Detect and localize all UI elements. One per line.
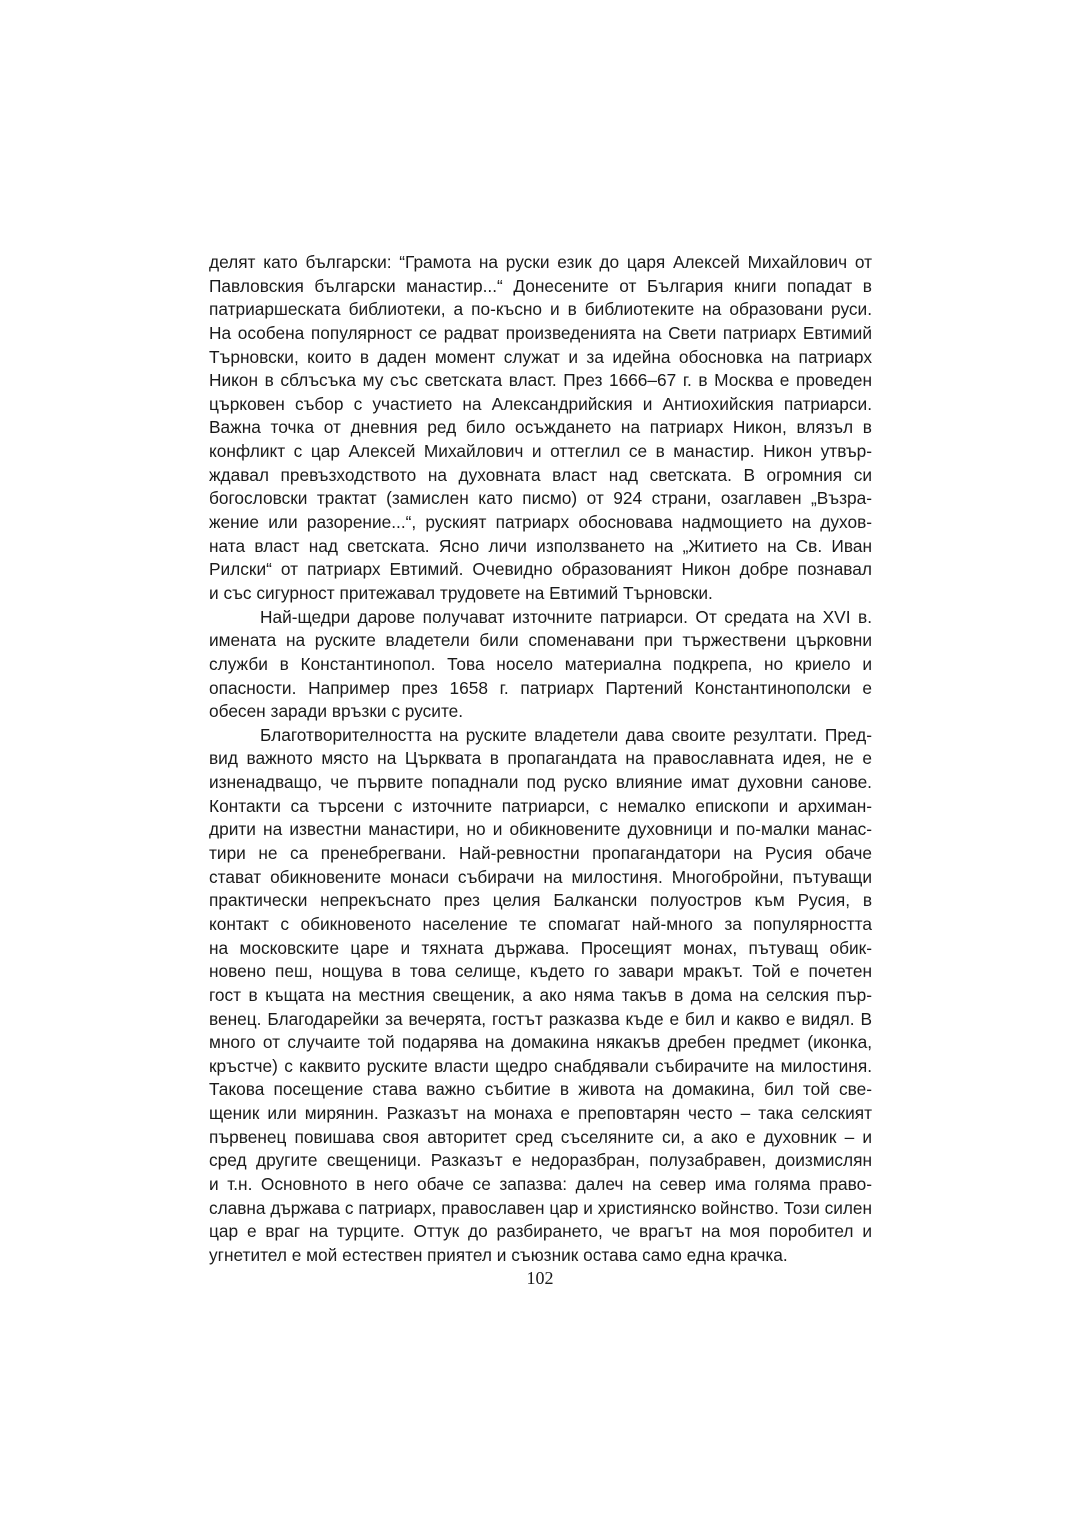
text-line: жение или разорение...“, руският патриарх обосновава надмощието на духов- <box>209 512 872 533</box>
text-line: патриаршеската библиотеки, а по-късно и в библиотеките на образовани руси. <box>209 299 872 320</box>
text-line: щеник или мирянин. Разказът на монаха е преповтарян често – така селският <box>209 1103 872 1124</box>
text-line: служби в Константинопол. Това носело материална подкрепа, но криело и <box>209 653 872 674</box>
text-line: Никон в сблъсъка му със светската власт. През 1666–67 г. в Москва е проведен <box>209 370 872 391</box>
paragraph <box>209 251 872 606</box>
text-line: тири не са пренебрегвани. Най-ревностни пропагандатори на Русия обаче <box>209 843 872 864</box>
text-line: опасности. Например през 1658 г. патриарх Партений Константинополски е <box>209 677 872 698</box>
text-line: гост в къщата на местния свещеник, а ако няма такъв в дома на селския пър- <box>209 984 872 1005</box>
text-line: стават обикновените монаси събирачи на милостиня. Многобройни, пътуващи <box>209 866 872 887</box>
text-line: Важна точка от дневния ред било осъждането на патриарх Никон, влязъл в <box>209 417 872 438</box>
paragraph <box>209 606 872 724</box>
text-line: сред другите свещеници. Разказът е недоразбран, полузабравен, доизмислян <box>209 1150 872 1171</box>
text-line: Търновски, които в даден момент служат и за идейна обосновка на патриарх <box>209 346 872 367</box>
text-line: новено пеш, нощува в това селище, където го завари мракът. Той е почетен <box>209 961 872 982</box>
text-line: конфликт с цар Алексей Михайлович и оттеглил се в манастир. Никон утвър- <box>209 441 872 462</box>
text-line: и т.н. Основното в него обаче се запазва: далеч на север има голяма право- <box>209 1173 872 1194</box>
text-line: Най-щедри дарове получават източните патриарси. От средата на XVI в. <box>260 606 872 627</box>
text-line: Рилски“ от патриарх Евтимий. Очевидно образованият Никон добре познавал <box>209 559 872 580</box>
text-line: богословски трактат (замислен като писмо) от 924 страни, озаглавен „Възра- <box>209 488 872 509</box>
text-line: Такова посещение става важно събитие в живота на домакина, бил той све- <box>209 1079 872 1100</box>
text-line: Контакти са търсени с източните патриарси, с немалко епископи и архиман- <box>209 795 872 816</box>
text-line: цар е враг на турците. Оттук до разбирането, че врагът на моя поробител и <box>209 1221 872 1242</box>
text-line: ната власт над светската. Ясно личи използването на „Житието на Св. Иван <box>209 535 872 556</box>
text-line: дрити на известни манастири, но и обикновените духовници и по-малки манас- <box>209 819 872 840</box>
text-line: На особена популярност се радват произведенията на Свети патриарх Евтимий <box>209 322 872 343</box>
text-line: и със сигурност притежавал трудовете на Евтимий Търновски. <box>209 582 713 603</box>
text-line: Благотворителността на руските владетели дава своите резултати. Пред- <box>260 724 872 745</box>
text-line: делят като български: “Грамота на руски език до царя Алексей Михайлович от <box>209 252 872 272</box>
text-line: контакт с обикновеното население те спомагат най-много за популярността <box>209 913 872 934</box>
text-line: угнетител е мой естествен приятел и съюзник остава само една крачка. <box>209 1244 788 1265</box>
text-line: венец. Благодарейки за вечерята, гостът разказва къде е бил и какво е видял. В <box>209 1008 872 1029</box>
text-line: славна държава с патриарх, православен цар и християнско войнство. Този силен <box>209 1197 872 1218</box>
text-line: имената на руските владетели били споменавани при тържествени църковни <box>209 630 872 651</box>
page-number: 102 <box>526 1268 554 1288</box>
text-line: Павловския български манастир...“ Донесените от България книги попадат в <box>209 275 872 296</box>
text-line: вид важното място на Църквата в пропагандата на православната идея, не е <box>209 748 872 769</box>
text-line: първенец повишава своя авторитет сред съселяните си, а ако е духовник – и <box>209 1126 872 1147</box>
text-line: църковен събор с участието на Александрийския и Антиохийския патриарси. <box>209 393 872 414</box>
text-line: много от случаите той подарява на домакина някакъв дребен предмет (иконка, <box>209 1032 872 1053</box>
text-line: кръстче) с каквито руските власти щедро снабдявали събирачите на милостиня. <box>209 1055 872 1076</box>
text-line: ждавал превъзходството на духовната власт над светската. В огромния си <box>209 464 872 485</box>
body-text <box>209 251 872 1268</box>
text-line: обесен заради връзки с русите. <box>209 701 464 722</box>
text-line: изненадващо, че първите попаднали под руско влияние имат духовни санове. <box>209 772 872 793</box>
text-line: практически непрекъснато през целия Балкански полуостров към Русия, в <box>209 890 872 911</box>
text-line: на московските царе и тяхната държава. Просещият монах, пътуващ обик- <box>209 937 872 958</box>
paragraph <box>209 724 872 1268</box>
